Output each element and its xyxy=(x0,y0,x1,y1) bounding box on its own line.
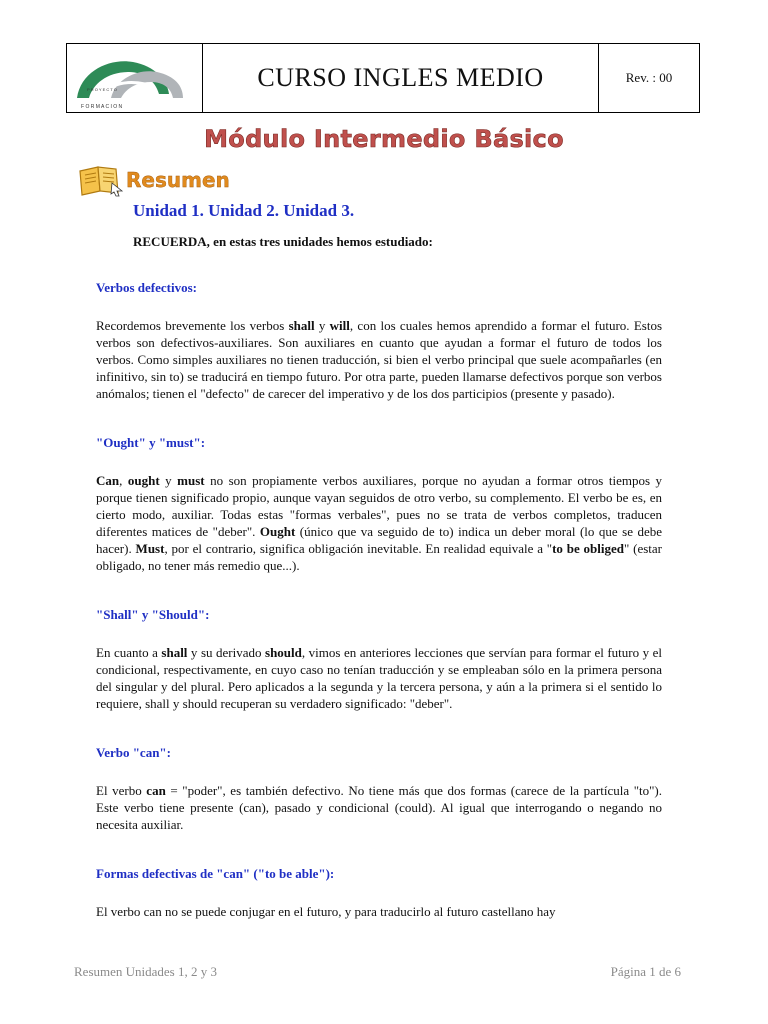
revision-label: Rev. : 00 xyxy=(625,70,673,85)
paragraph-defectivos: Recordemos brevemente los verbos shall y will, con los cuales hemos aprendido a formar el futuro. Estos verbos son defectivos-auxiliares. Son auxiliares en cuanto que ayudan a formar el futuro de todos los verbos. Como simples auxiliares no tienen traducción, si bien el verbo principal que suele acompañarles (en infinitivo, sin to) se traducirá en tiempo futuro. Por otra parte, pueden llamarse defectivos porque son verbos anómalos; tienen el "defecto" de carecer del imperativo y de los dos participios (presente y pasado). xyxy=(96,318,662,401)
document-header xyxy=(66,43,700,113)
paragraph-shall-should: En cuanto a shall y su derivado should, vimos en anteriores lecciones que servían para formar el futuro y el condicional, respectivamente, en cuyo caso no tenían traducción y se empleaban sólo en la primera persona del singular y del plural. Pero aplicados a la segunda y la tercera persona, y aún a la primera si el sentido lo requiere, shall y should recuperan su verdadero significado: "deber". xyxy=(96,645,663,711)
resumen-label: Resumen xyxy=(126,168,230,192)
paragraph-ought-must: Can, ought y must no son propiamente verbos auxiliares, porque no ayudan a formar otros tiempos y porque tienen significado propio, aunque vayan seguidos de otro verbo, su complemento. El verbo be es, en cierto modo, auxiliar. Todas estas "formas verbales", pues no se trata de verbos completos, traducen diferentes matices de "deber". Ought (único que va seguido de to) indica un deber moral (lo que se debe hacer). Must, por el contrario, significa obligación inevitable. En realidad equivale a "to be obliged" (estar obligado, no tener más remedio que...). xyxy=(96,473,663,573)
section-heading-ought-must: "Ought" y "must": xyxy=(96,435,206,450)
course-title: CURSO INGLES MEDIO xyxy=(203,44,599,112)
section-heading-formas-defectivas: Formas defectivas de "can" ("to be able"): xyxy=(96,866,335,881)
paragraph-formas-defectivas: El verbo can no se puede conjugar en el futuro, y para traducirlo al futuro castellano hay xyxy=(96,904,556,919)
recuerda-text: RECUERDA, en estas tres unidades hemos estudiado: xyxy=(133,234,433,249)
logo-text-top: P R O Y E C T O xyxy=(87,87,117,92)
paragraph-can: El verbo can = "poder", es también defectivo. No tiene más que dos formas (carece de la partícula "to"). Este verbo tiene presente (can), pasado y condicional (could). Al igual que interrogando o negando no necesita auxiliar. xyxy=(96,783,662,832)
open-book-icon xyxy=(76,163,124,197)
section-heading-can: Verbo "can": xyxy=(96,745,171,760)
section-heading-shall-should: "Shall" y "Should": xyxy=(96,607,210,622)
logo-cell xyxy=(67,44,203,112)
resumen-badge xyxy=(76,162,230,198)
logo-text-bottom: F O R M A C I O N xyxy=(81,104,123,110)
unit-heading: Unidad 1. Unidad 2. Unidad 3. xyxy=(133,201,355,220)
section-heading-defectivos: Verbos defectivos: xyxy=(96,280,197,295)
module-title: Módulo Intermedio Básico xyxy=(204,125,564,153)
footer-title: Resumen Unidades 1, 2 y 3 xyxy=(74,964,217,979)
document-body xyxy=(96,280,662,953)
proyecto-formacion-logo xyxy=(71,50,197,112)
page-number: Página 1 de 6 xyxy=(610,964,681,979)
